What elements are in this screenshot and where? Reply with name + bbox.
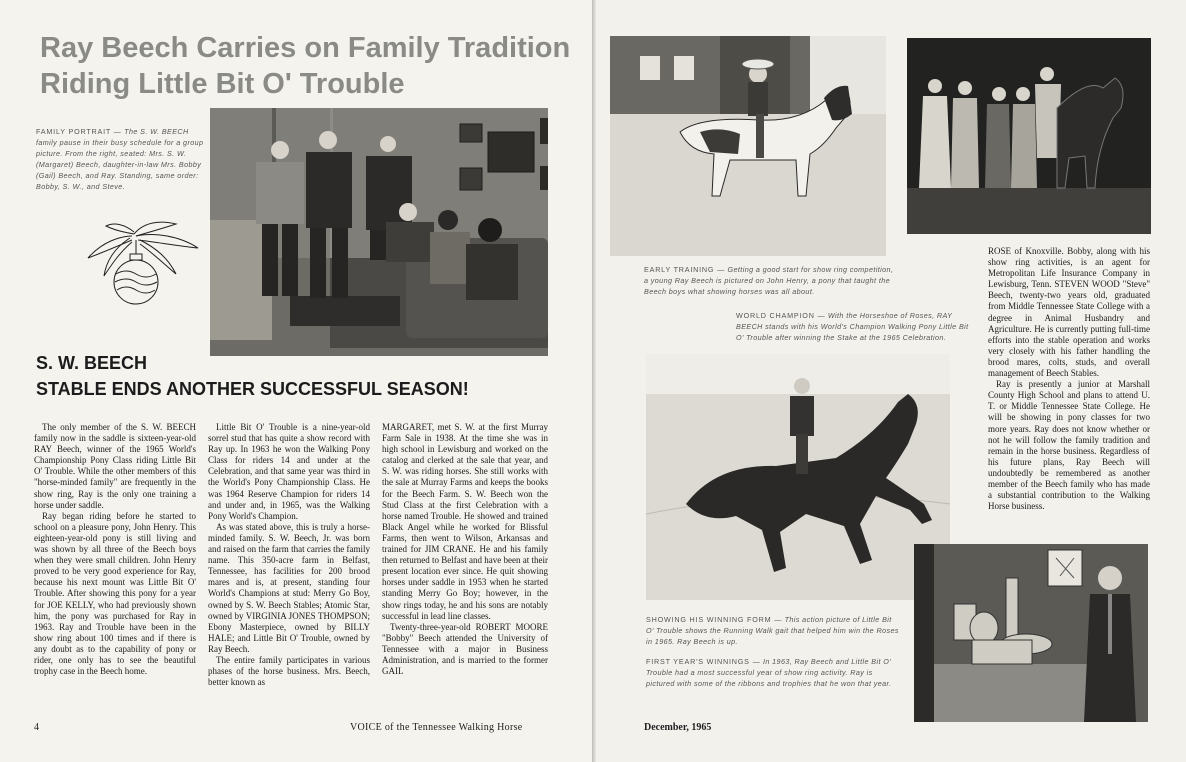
winning-caption-text: This action picture of Little Bit O' Trouble shows the Running Walk gait that helped him win the Roses in 1965. Ray Beech is up. <box>646 615 899 646</box>
family-caption-lead: FAMILY PORTRAIT — <box>36 127 122 136</box>
right-footer-date: December, 1965 <box>644 722 712 733</box>
article-column-1 <box>34 422 196 677</box>
right-page <box>596 0 1186 762</box>
col2-paragraph-1: Little Bit O' Trouble is a nine-year-old sorrel stud that has quite a show record with Ray up. In 1963 he won the Walking Pony Class for riders 14 and under at the Celebration, and that same year was third in the World's Pony Championship Class. He was 1964 Reserve Champion for riders 14 and under and, in 1965, was the Walking Pony World's Champion. <box>208 422 370 521</box>
headline-line-2: Riding Little Bit O' Trouble <box>40 68 405 100</box>
col3-paragraph-2: Twenty-three-year-old ROBERT MOORE "Bobby" Beech attended the University of Tennessee with a major in Business Administration, and is married to the former GAIL <box>382 621 548 677</box>
family-portrait-caption <box>36 126 204 192</box>
left-footer-title: VOICE of the Tennessee Walking Horse <box>350 722 523 733</box>
col3-paragraph-1: MARGARET, met S. W. at the first Murray Farm Sale in 1938. At the time she was in high school in Lewisburg and worked on the catalog and clerked at the sale that year, and S. W. was riding horses. She still works with the sale at Murray Farms and keeps the books for the Beech Farm. S. W. Beech won the Stud Class at the first Celebration with a horse named Trouble. He showed and trained Black Angel while he worked for Blissful Farms, then went to Wilson, Arkansas and trained for JIM CRANE. He and his family then returned to Belfast and have been at their present location ever since. He quit showing horses under saddle in 1953 when he started standing Merry Go Boy; however, in the show rings today, he and his sons are notably successful in lead line classes. <box>382 422 548 621</box>
world-champion-photo <box>907 38 1151 234</box>
first-year-caption <box>646 656 900 689</box>
subhead-line-2: STABLE ENDS ANOTHER SUCCESSFUL SEASON! <box>36 379 469 399</box>
left-page-number: 4 <box>34 722 39 733</box>
first-caption-text: In 1963, Ray Beech and Little Bit O' Trouble had a most successful year of show ring activity. Ray is pictured with some of the ribbons and trophies that he won that year. <box>646 657 892 688</box>
winning-form-photo <box>646 354 950 600</box>
early-training-photo <box>610 36 886 256</box>
early-caption-lead: EARLY TRAINING — <box>644 265 726 274</box>
subhead-line-1: S. W. BEECH <box>36 353 148 373</box>
early-caption-text: Getting a good start for show ring competition, a young Ray Beech is pictured on John Henry, a pony that taught the Beech boys what showing horses was all about. <box>644 265 894 296</box>
first-year-winnings-photo <box>914 544 1148 722</box>
col1-paragraph-1: The only member of the S. W. BEECH family now in the saddle is sixteen-year-old RAY Beech, winner of the 1965 World's Championship Pony Class riding Little Bit O' Trouble. While the other members of this "horse-minded family" are frequently in the show ring, Ray is the only one training a horse under saddle. <box>34 422 196 510</box>
winning-form-caption <box>646 614 900 647</box>
world-caption-lead: WORLD CHAMPION — <box>736 311 826 320</box>
col2-paragraph-3: The entire family participates in various phases of the horse business. Mrs. Beech, better known as <box>208 654 370 688</box>
family-portrait-illustration <box>210 108 548 356</box>
article-headline <box>40 30 580 102</box>
christmas-ornament-icon <box>84 218 202 314</box>
article-column-2 <box>208 422 370 688</box>
running-walk-illustration <box>646 354 950 600</box>
article-column-3 <box>382 422 548 677</box>
trophies-illustration <box>914 544 1148 722</box>
pony-with-boy-illustration <box>610 36 886 256</box>
col2-paragraph-2: As was stated above, this is truly a horse-minded family. S. W. Beech, Jr. was born and raised on the farm that carries the family name. This 350-acre farm in Belfast, Tennessee, has facilities for 200 brood mares and is, at present, standing four World's Champions at stud: Merry Go Boy, owned by S. W. Beech Stables; Atomic Star, owned by VIRGINIA JONES THOMPSON; Ebony Masterpiece, owned by BILLY HALE; and Little Bit O' Trouble, owned by Ray Beech. <box>208 521 370 654</box>
world-caption-text: With the Horseshoe of Roses, RAY BEECH stands with his World's Champion Walking Pony Little Bit O' Trouble after winning the Stake at the 1965 Celebration. <box>736 311 969 342</box>
right-article-column <box>988 246 1150 512</box>
winning-caption-lead: SHOWING HIS WINNING FORM — <box>646 615 783 624</box>
world-champion-caption <box>736 310 978 343</box>
subheadline <box>36 350 506 402</box>
family-caption-text: The S. W. BEECH family pause in their busy schedule for a group picture. From the right, seated: Mrs. S. W. (Margaret) Beech, daughter-in-law Mrs. Bobby (Gail) Beech, and Ray. Standing, same order: Bobby, S. W., and Steve. <box>36 127 204 191</box>
roses-ceremony-illustration <box>907 38 1151 234</box>
headline-line-1: Ray Beech Carries on Family Tradition <box>40 32 571 64</box>
first-caption-lead: FIRST YEAR'S WINNINGS — <box>646 657 761 666</box>
family-portrait-photo <box>210 108 548 356</box>
right-col-paragraph-1: ROSE of Knoxville. Bobby, along with his show ring activities, is an agent for Metropolitan Life Insurance Company in Lewisburg, Tenn. STEVEN WOOD "Steve" Beech, twenty-two years old, graduated from Middle Tennessee State College with a degree in Animal Husbandry and Agriculture. He is currently putting full-time efforts into the stable operation and works very closely with his father handling the brood mares, colts, studs, and overall management of Beech Stables. <box>988 246 1150 379</box>
col1-paragraph-2: Ray began riding before he started to school on a pleasure pony, John Henry. This eighteen-year-old pony is still living and was shown by all three of the Beech boys when they were small children. John Henry proved to be very good experience for Ray, because his next mount was Little Bit O' Trouble. After showing this pony for a year for JOE KELLY, who had previously shown him, the pony was purchased for Ray in 1963. Ray and Trouble have been in the show ring about 100 times and if there is any doubt as to the capability of pony or rider, one only has to see the beautiful trophy case in the Beech home. <box>34 510 196 677</box>
right-col-paragraph-2: Ray is presently a junior at Marshall County High School and plans to attend U. T. or Middle Tennessee State College. He will be showing in pony classes for two more years. Ray does not know whether or not he will follow the family tradition and remain in the horse business. Regardless of his future plans, Ray Beech will undoubtedly be remembered as another member of the Beech family who has made a substantial contribution to the Walking Horse business. <box>988 379 1150 512</box>
early-training-caption <box>644 264 894 297</box>
